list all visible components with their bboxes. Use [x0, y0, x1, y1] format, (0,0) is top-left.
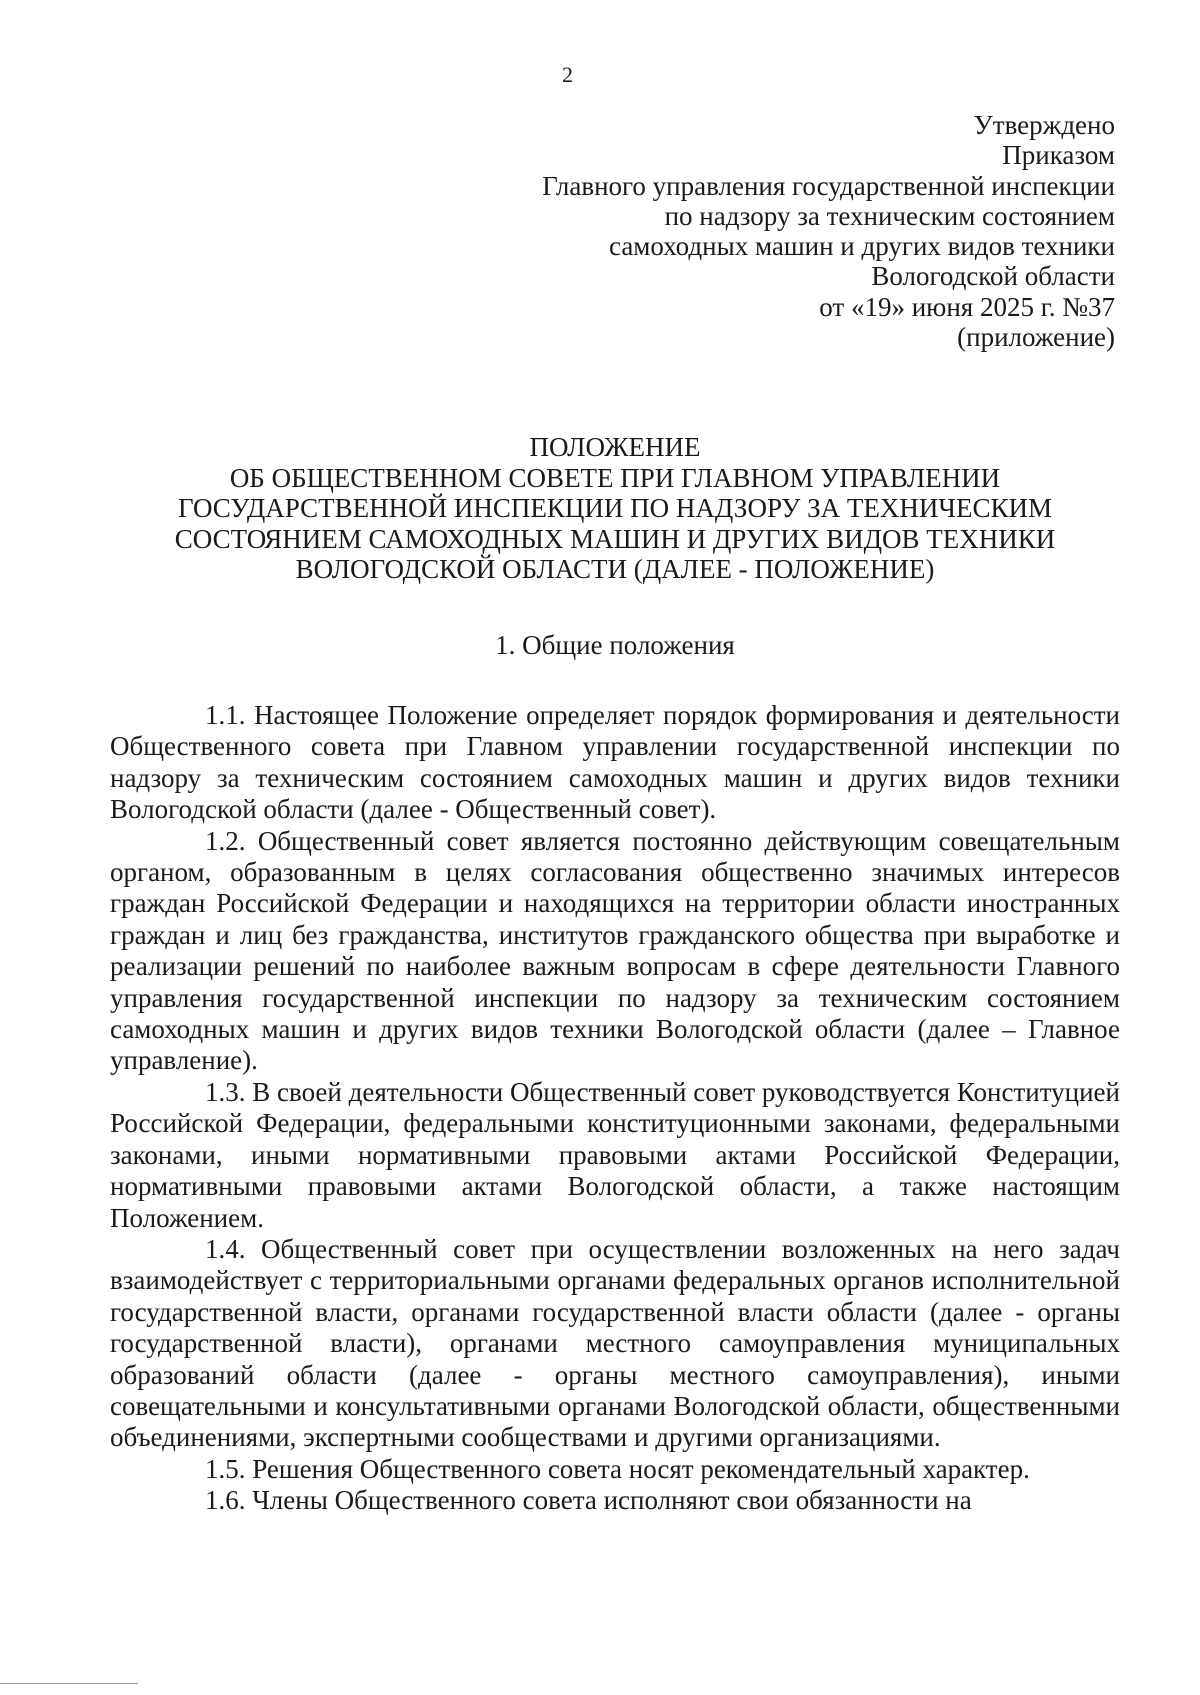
page-number: 2	[562, 62, 573, 87]
title-line: ВОЛОГОДСКОЙ ОБЛАСТИ (ДАЛЕЕ - ПОЛОЖЕНИЕ)	[295, 554, 935, 584]
approval-line: (приложение)	[957, 322, 1115, 353]
paragraph-1-3: 1.3. В своей деятельности Общественный совет руководствуется Конституцией Российской Федерации, федеральными конституционными законами, федеральными законами, иными нормативными правовыми актами Российской Федерации, нормативными правовыми актами Вологодской области, а также настоящим Положением.	[110, 1076, 1120, 1233]
section-heading: 1. Общие положения	[495, 630, 735, 660]
approval-line: по надзору за техническим состоянием	[664, 200, 1115, 231]
section-body	[110, 700, 1120, 1517]
approval-line: от «19» июня 2025 г. №37	[819, 291, 1115, 322]
paragraph-1-5: 1.5. Решения Общественного совета носят рекомендательный характер.	[205, 1453, 1030, 1484]
approval-line: самоходных машин и других видов техники	[609, 231, 1115, 262]
approval-line: Вологодской области	[871, 261, 1115, 292]
approval-line: Приказом	[1002, 140, 1115, 171]
title-line: ОБ ОБЩЕСТВЕННОМ СОВЕТЕ ПРИ ГЛАВНОМ УПРАВЛЕНИИ	[229, 462, 1001, 493]
approval-line: Главного управления государственной инспекции	[542, 170, 1115, 201]
paragraph-1-1: 1.1. Настоящее Положение определяет порядок формирования и деятельности Общественного совета при Главном управлении государственной инспекции по надзору за техническим состоянием самоходных машин и других видов техники Вологодской области (далее - Общественный совет).	[110, 700, 1120, 825]
paragraph-1-4: 1.4. Общественный совет при осуществлении возложенных на него задач взаимодействует с территориальными органами федеральных органов исполнительной государственной власти, органами государственной власти области (далее - органы государственной власти), органами местного самоуправления муниципальных образований области (далее - органы местного самоуправления), иными совещательными и консультативными органами Вологодской области, общественными объединениями, экспертными сообществами и другими организациями.	[110, 1233, 1120, 1453]
paragraph-1-6: 1.6. Члены Общественного совета исполняют свои обязанности на	[205, 1485, 972, 1516]
title-line: СОСТОЯНИЕМ САМОХОДНЫХ МАШИН И ДРУГИХ ВИДОВ ТЕХНИКИ	[174, 523, 1056, 554]
paragraph-1-2: 1.2. Общественный совет является постоянно действующим совещательным органом, образованным в целях согласования общественно значимых интересов граждан Российской Федерации и находящихся на территории области иностранных граждан и лиц без гражданства, институтов гражданского общества при выработке и реализации решений по наиболее важным вопросам в сфере деятельности Главного управления государственной инспекции по надзору за техническим состоянием самоходных машин и других видов техники Вологодской области (далее – Главное управление).	[110, 825, 1120, 1076]
approval-stamp-block	[542, 110, 1115, 352]
title-line: ГОСУДАРСТВЕННОЙ ИНСПЕКЦИИ ПО НАДЗОРУ ЗА ТЕХНИЧЕСКИМ	[178, 493, 1052, 523]
approval-line: Утверждено	[973, 110, 1115, 140]
title-line: ПОЛОЖЕНИЕ	[529, 432, 701, 462]
footer-divider	[0, 1683, 138, 1684]
document-title	[110, 432, 1120, 585]
